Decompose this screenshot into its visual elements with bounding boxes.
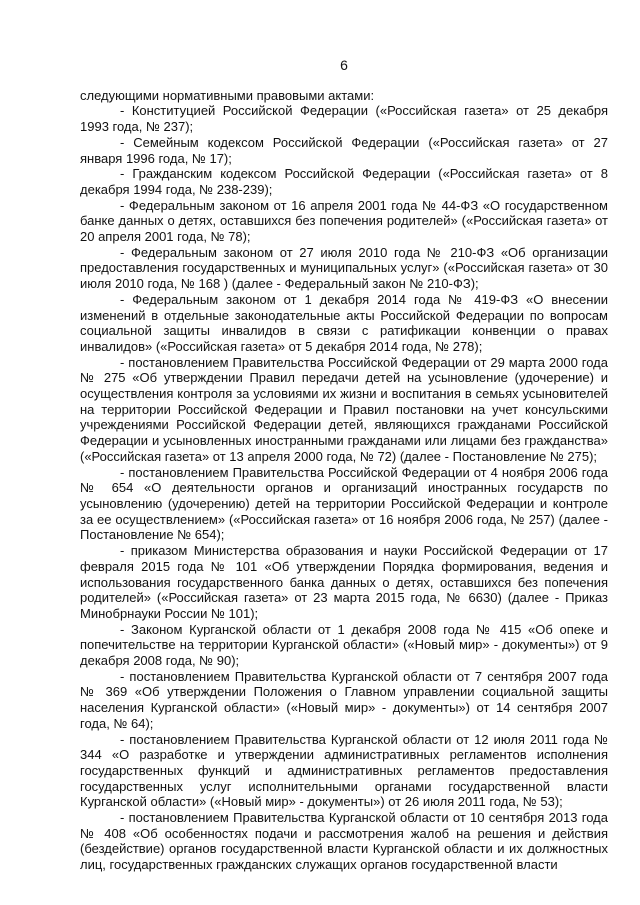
document-page — [80, 58, 608, 873]
list-item: - постановлением Правительства Курганской области от 7 сентября 2007 года № 369 «Об утверждении Положения о Главном управлении социальной защиты населения Курганской области» («Новый мир» - документы») от 14 сентября 2007 года, № 64); — [80, 668, 608, 731]
list-item: - Федеральным законом от 27 июля 2010 года № 210-ФЗ «Об организации предоставления государственных и муниципальных услуг» («Российская газета» от 30 июля 2010 года, № 168 ) (далее - Федеральный закон № 210-ФЗ); — [80, 244, 608, 292]
list-item: - Конституцией Российской Федерации («Российская газета» от 25 декабря 1993 года, № 237); — [80, 103, 608, 135]
list-item: - Гражданским кодексом Российской Федерации («Российская газета» от 8 декабря 1994 года, № 238-239); — [80, 166, 608, 197]
list-item: - постановлением Правительства Курганской области от 12 июля 2011 года № 344 «О разработке и утверждении административных регламентов исполнения государственных функций и административных регламентов предоставления государственных услуг исполнительными органами государственной власти Курганской области» («Новый мир» - документы») от 26 июля 2011 года, № 53); — [80, 731, 608, 810]
list-item: - постановлением Правительства Курганской области от 10 сентября 2013 года № 408 «Об особенностях подачи и рассмотрения жалоб на решения и действия (бездействие) органов государственной власти Курганской области и их должностных лиц, государственных гражданских служащих органов государственной власти — [80, 810, 608, 873]
list-item: - Семейным кодексом Российской Федерации («Российская газета» от 27 января 1996 года, № 17); — [80, 134, 608, 166]
list-item: - постановлением Правительства Российской Федерации от 4 ноября 2006 года № 654 «О деятельности органов и организаций иностранных государств по усыновлению (удочерению) детей на территории Российской Федерации и контроле за ее осуществлением» («Российская газета» от 16 ноября 2006 года, № 257) (далее - Постановление № 654); — [80, 464, 608, 543]
page-number: 6 — [340, 57, 348, 73]
list-item: - Федеральным законом от 1 декабря 2014 года № 419-ФЗ «О внесении изменений в отдельные законодательные акты Российской Федерации по вопросам социальной защиты инвалидов в связи с ратификации конвенции о правах инвалидов» («Российская газета» от 5 декабря 2014 года, № 278); — [80, 291, 608, 354]
list-item: - постановлением Правительства Российской Федерации от 29 марта 2000 года № 275 «Об утверждении Правил передачи детей на усыновление (удочерение) и осуществления контроля за условиями их жизни и воспитания в семьях усыновителей на территории Российской Федерации и Правил постановки на учет консульскими учреждениями Российской Федерации детей, являющихся гражданами Российской Федерации и усыновленных иностранными гражданами или лицами без гражданства» («Российская газета» от 13 апреля 2000 года, № 72) (далее - Постановление № 275); — [80, 354, 608, 464]
list-item: - Законом Курганской области от 1 декабря 2008 года № 415 «Об опеке и попечительстве на территории Курганской области» («Новый мир» - документы») от 9 декабря 2008 года, № 90); — [80, 621, 608, 669]
list-item: - приказом Министерства образования и науки Российской Федерации от 17 февраля 2015 года № 101 «Об утверждении Порядка формирования, ведения и использования государственного банка данных о детях, оставшихся без попечения родителей» («Российская газета» от 23 марта 2015 года, № 6630) (далее - Приказ Минобрнауки России № 101); — [80, 543, 608, 621]
list-item: - Федеральным законом от 16 апреля 2001 года № 44-ФЗ «О государственном банке данных о детях, оставшихся без попечения родителей» («Российская газета» от 20 апреля 2001 года, № 78); — [80, 197, 608, 245]
intro-text: следующими нормативными правовыми актами: — [80, 87, 375, 103]
